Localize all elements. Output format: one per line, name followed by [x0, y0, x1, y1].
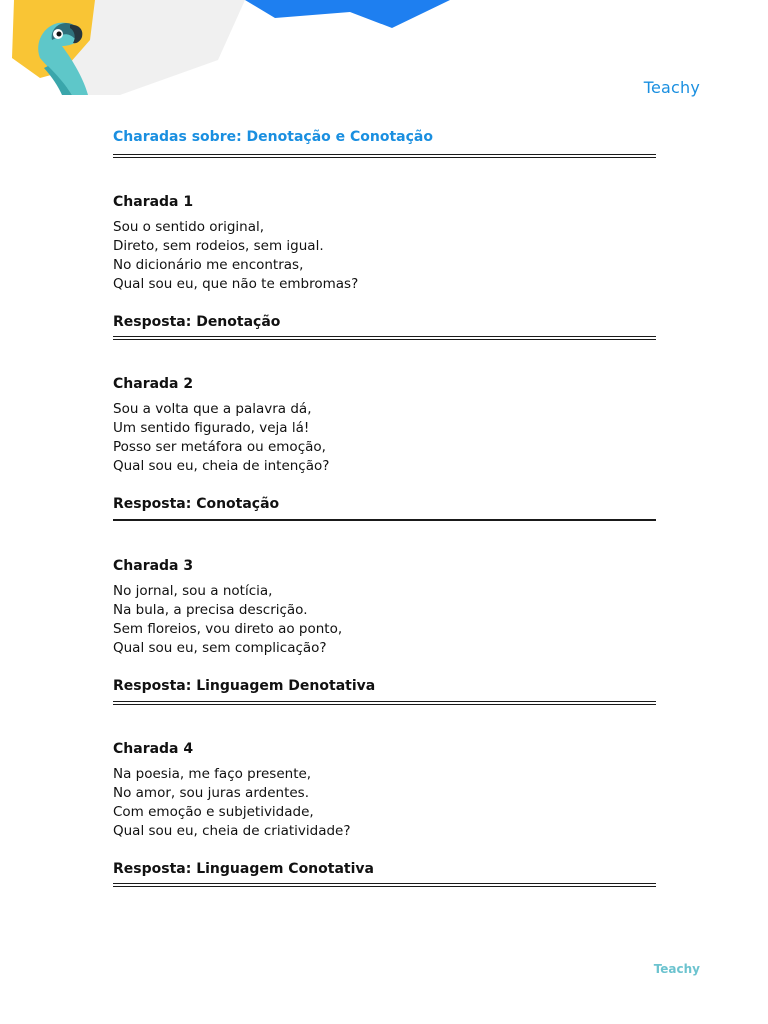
- verse-line: No amor, sou juras ardentes.: [113, 785, 310, 801]
- verse-line: Direto, sem rodeios, sem igual.: [113, 238, 324, 254]
- brand-logo-text[interactable]: Teachy: [643, 78, 700, 97]
- riddle-verse: [113, 765, 351, 841]
- riddle-answer: Resposta: Denotação: [113, 314, 281, 330]
- riddle-verse: [113, 400, 329, 476]
- riddle-divider: [113, 519, 656, 521]
- header-gray-shape: [60, 0, 245, 95]
- verse-line: Com emoção e subjetividade,: [113, 804, 314, 820]
- verse-line: Na poesia, me faço presente,: [113, 766, 312, 782]
- header-yellow-shape: [12, 0, 95, 78]
- riddle-verse: [113, 218, 358, 294]
- verse-line: Posso ser metáfora ou emoção,: [113, 439, 326, 455]
- verse-line: Na bula, a precisa descrição.: [113, 602, 308, 618]
- verse-line: Qual sou eu, sem complicação?: [113, 640, 327, 656]
- parrot-icon: [38, 23, 88, 95]
- title-divider: [113, 154, 656, 158]
- riddle-divider: [113, 701, 656, 705]
- riddle-title: Charada 3: [113, 558, 194, 574]
- header-blue-shape: [245, 0, 450, 28]
- riddle-title: Charada 2: [113, 376, 194, 392]
- riddle-title: Charada 1: [113, 194, 194, 210]
- verse-line: Sou o sentido original,: [113, 219, 265, 235]
- verse-line: Qual sou eu, cheia de intenção?: [113, 458, 330, 474]
- verse-line: Sou a volta que a palavra dá,: [113, 401, 312, 417]
- footer-brand-text[interactable]: Teachy: [653, 962, 700, 976]
- riddle-answer: Resposta: Linguagem Conotativa: [113, 861, 374, 877]
- riddle-answer: Resposta: Conotação: [113, 496, 280, 512]
- verse-line: Qual sou eu, que não te embromas?: [113, 276, 359, 292]
- verse-line: Um sentido figurado, veja lá!: [113, 420, 310, 436]
- page-title: Charadas sobre: Denotação e Conotação: [113, 129, 433, 145]
- riddle-divider: [113, 336, 656, 340]
- verse-line: No dicionário me encontras,: [113, 257, 304, 273]
- riddle-title: Charada 4: [113, 741, 194, 757]
- verse-line: Qual sou eu, cheia de criatividade?: [113, 823, 351, 839]
- riddle-answer: Resposta: Linguagem Denotativa: [113, 678, 376, 694]
- riddle-divider: [113, 883, 656, 887]
- verse-line: Sem floreios, vou direto ao ponto,: [113, 621, 343, 637]
- verse-line: No jornal, sou a notícia,: [113, 583, 273, 599]
- riddle-verse: [113, 582, 342, 658]
